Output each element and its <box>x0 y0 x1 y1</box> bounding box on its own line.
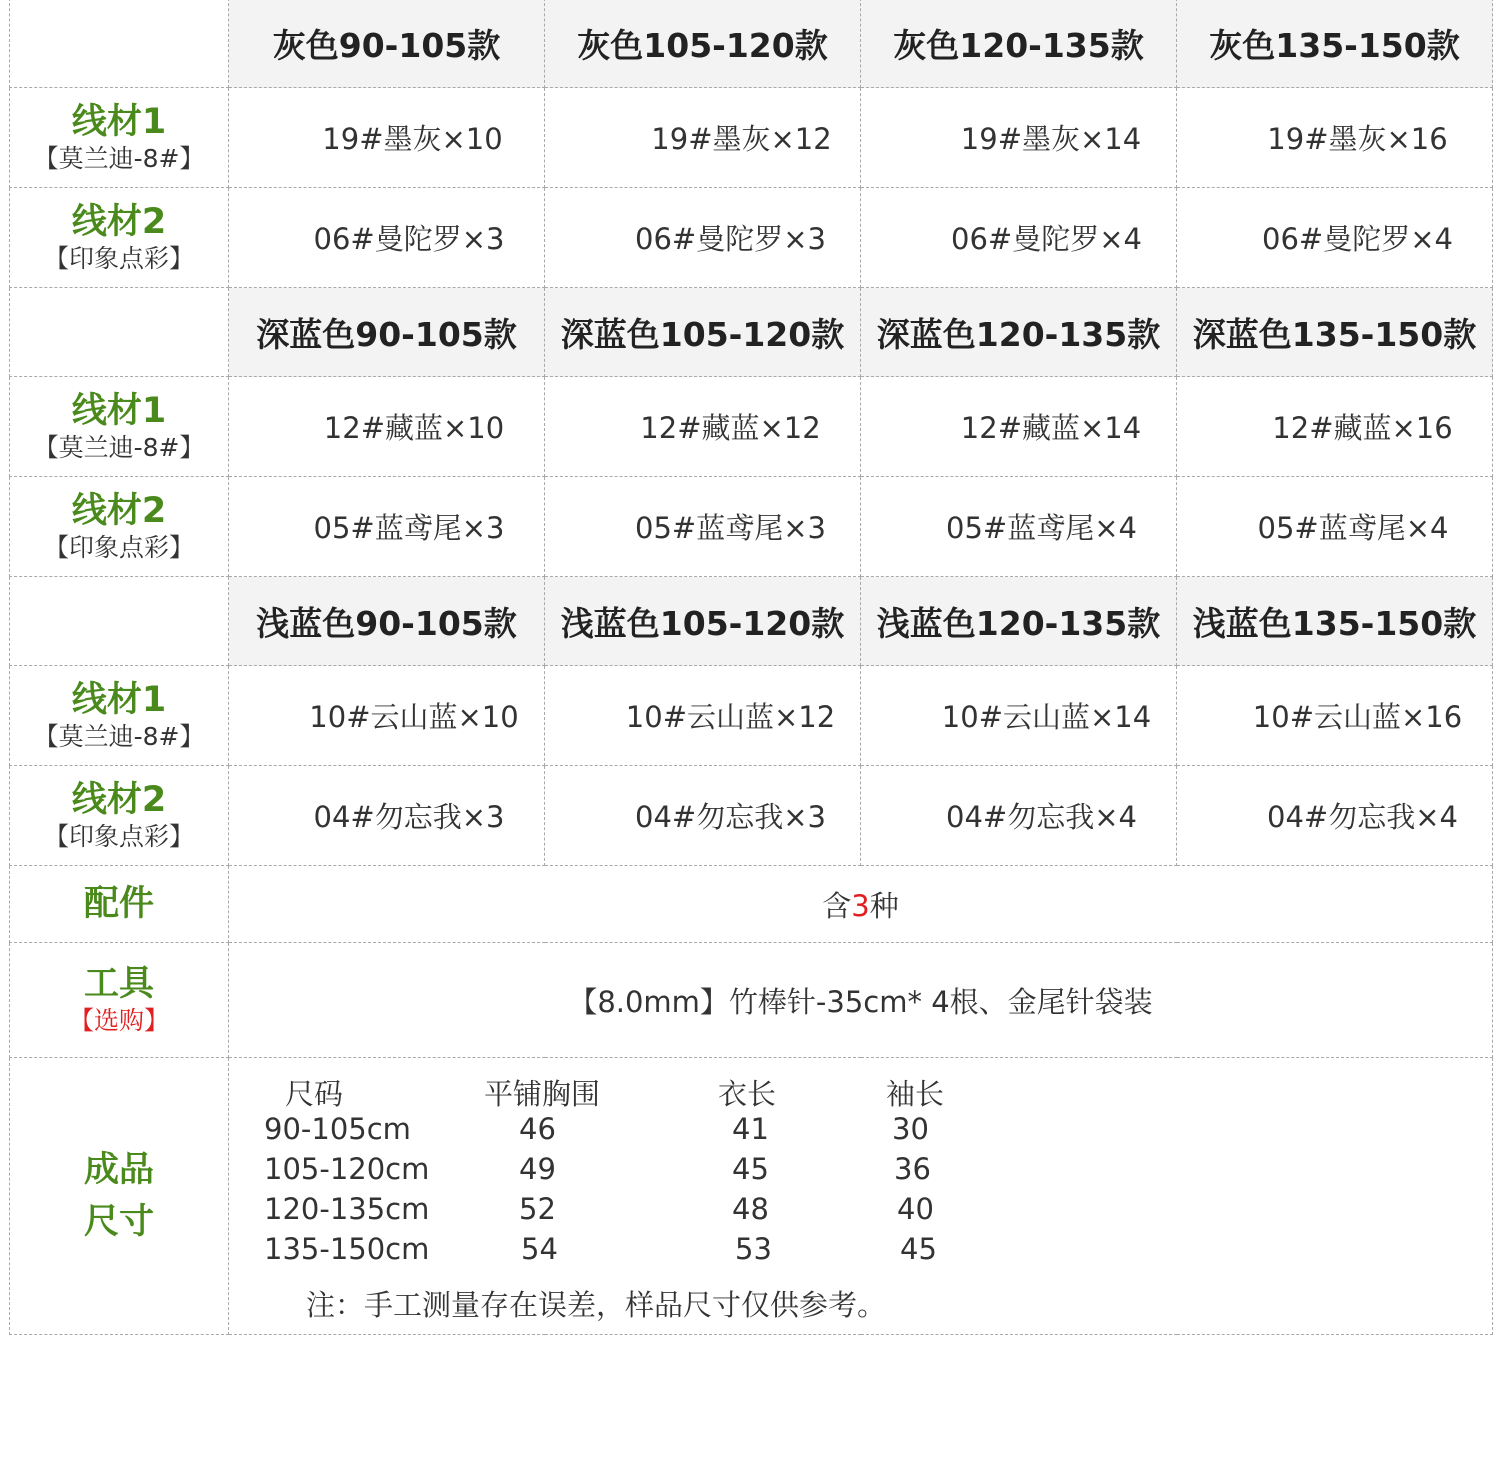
size-chart-value: 36 <box>894 1152 931 1186</box>
size-variant-header: 灰色120-135款 <box>861 0 1177 88</box>
blank-cell <box>10 288 229 377</box>
yarn-row <box>10 766 1493 866</box>
yarn-quantity-cell: 19#墨灰×16 <box>1177 88 1493 188</box>
yarn-quantity-cell: 12#藏蓝×14 <box>861 377 1177 477</box>
size-chart-size: 105-120cm <box>264 1152 430 1186</box>
finished-size-label: 成品 <box>83 1150 154 1190</box>
yarn-quantity-cell: 06#曼陀罗×3 <box>545 188 861 288</box>
yarn-row <box>10 377 1493 477</box>
yarn-label-cell <box>10 666 229 766</box>
yarn-label: 线材1 <box>71 390 167 431</box>
size-variant-header: 浅蓝色90-105款 <box>229 577 545 666</box>
yarn-sublabel: 【莫兰迪-8#】 <box>33 143 205 173</box>
tools-value: 【8.0mm】竹棒针-35cm* 4根、金尾针袋装 <box>229 943 1493 1058</box>
size-chart-header: 袖长 <box>886 1077 945 1111</box>
yarn-quantity-cell: 10#云山蓝×10 <box>229 666 545 766</box>
blank-cell <box>10 577 229 666</box>
yarn-row <box>10 188 1493 288</box>
size-chart-value: 53 <box>735 1232 772 1266</box>
yarn-quantity-cell: 05#蓝鸢尾×4 <box>1177 477 1493 577</box>
size-variant-header: 浅蓝色105-120款 <box>545 577 861 666</box>
yarn-sublabel: 【莫兰迪-8#】 <box>33 432 205 462</box>
size-chart-size: 90-105cm <box>264 1112 411 1146</box>
finished-size-row <box>10 1058 1493 1335</box>
yarn-quantity-cell: 10#云山蓝×14 <box>861 666 1177 766</box>
accessories-label-cell <box>10 866 229 943</box>
accessories-suffix: 种 <box>869 888 899 923</box>
yarn-quantity-cell: 19#墨灰×14 <box>861 88 1177 188</box>
size-variant-header: 浅蓝色120-135款 <box>861 577 1177 666</box>
size-chart-value: 49 <box>519 1152 556 1186</box>
size-variant-header: 深蓝色135-150款 <box>1177 288 1493 377</box>
tools-label-cell <box>10 943 229 1058</box>
yarn-quantity-cell: 12#藏蓝×16 <box>1177 377 1493 477</box>
group-header-row <box>10 288 1493 377</box>
size-variant-header: 灰色90-105款 <box>229 0 545 88</box>
yarn-quantity-cell: 12#藏蓝×10 <box>229 377 545 477</box>
accessories-count: 3 <box>851 888 870 923</box>
finished-size-cell <box>229 1058 1493 1335</box>
material-table <box>9 0 1493 1335</box>
accessories-row <box>10 866 1493 943</box>
yarn-row <box>10 666 1493 766</box>
yarn-quantity-cell: 12#藏蓝×12 <box>545 377 861 477</box>
yarn-label-cell <box>10 766 229 866</box>
blank-cell <box>10 0 229 88</box>
accessories-value <box>229 866 1493 943</box>
size-chart-value: 54 <box>521 1232 558 1266</box>
yarn-label: 线材1 <box>71 101 167 142</box>
yarn-quantity-cell: 05#蓝鸢尾×3 <box>545 477 861 577</box>
group-header-row <box>10 577 1493 666</box>
yarn-row <box>10 88 1493 188</box>
yarn-quantity-cell: 10#云山蓝×12 <box>545 666 861 766</box>
size-chart-value: 46 <box>519 1112 556 1146</box>
tools-sublabel: 【选购】 <box>68 1006 169 1035</box>
size-variant-header: 深蓝色120-135款 <box>861 288 1177 377</box>
yarn-quantity-cell: 19#墨灰×12 <box>545 88 861 188</box>
size-chart <box>229 1058 1489 1334</box>
yarn-quantity-cell: 06#曼陀罗×4 <box>1177 188 1493 288</box>
yarn-label-cell <box>10 477 229 577</box>
yarn-sublabel: 【印象点彩】 <box>43 821 194 851</box>
size-variant-header: 深蓝色90-105款 <box>229 288 545 377</box>
yarn-label-cell <box>10 88 229 188</box>
size-chart-header: 衣长 <box>718 1077 777 1111</box>
finished-size-label: 尺寸 <box>83 1202 154 1242</box>
size-chart-header: 平铺胸围 <box>484 1077 601 1111</box>
accessories-prefix: 含 <box>822 888 852 923</box>
tools-label: 工具 <box>83 964 154 1004</box>
yarn-sublabel: 【莫兰迪-8#】 <box>33 721 205 751</box>
yarn-label: 线材2 <box>71 201 167 242</box>
yarn-sublabel: 【印象点彩】 <box>43 243 194 273</box>
yarn-label: 线材1 <box>71 679 167 720</box>
yarn-row <box>10 477 1493 577</box>
size-variant-header: 深蓝色105-120款 <box>545 288 861 377</box>
size-chart-value: 45 <box>900 1232 937 1266</box>
yarn-label: 线材2 <box>71 490 167 531</box>
size-chart-header: 尺码 <box>285 1077 344 1111</box>
size-variant-header: 灰色135-150款 <box>1177 0 1493 88</box>
size-chart-size: 135-150cm <box>264 1232 430 1266</box>
size-chart-value: 30 <box>892 1112 929 1146</box>
measurement-note: 注：手工测量存在误差，样品尺寸仅供参考。 <box>306 1288 887 1322</box>
yarn-label-cell <box>10 188 229 288</box>
size-chart-value: 52 <box>519 1192 556 1226</box>
group-header-row <box>10 0 1493 88</box>
yarn-quantity-cell: 04#勿忘我×3 <box>229 766 545 866</box>
size-variant-header: 灰色105-120款 <box>545 0 861 88</box>
size-chart-size: 120-135cm <box>264 1192 430 1226</box>
size-chart-value: 41 <box>732 1112 769 1146</box>
finished-size-label-cell <box>10 1058 229 1335</box>
yarn-quantity-cell: 04#勿忘我×3 <box>545 766 861 866</box>
yarn-quantity-cell: 19#墨灰×10 <box>229 88 545 188</box>
accessories-label: 配件 <box>83 884 154 924</box>
yarn-quantity-cell: 10#云山蓝×16 <box>1177 666 1493 766</box>
size-variant-header: 浅蓝色135-150款 <box>1177 577 1493 666</box>
yarn-quantity-cell: 05#蓝鸢尾×3 <box>229 477 545 577</box>
yarn-quantity-cell: 06#曼陀罗×3 <box>229 188 545 288</box>
yarn-label-cell <box>10 377 229 477</box>
yarn-quantity-cell: 06#曼陀罗×4 <box>861 188 1177 288</box>
yarn-sublabel: 【印象点彩】 <box>43 532 194 562</box>
size-chart-value: 40 <box>897 1192 934 1226</box>
yarn-quantity-cell: 05#蓝鸢尾×4 <box>861 477 1177 577</box>
yarn-quantity-cell: 04#勿忘我×4 <box>861 766 1177 866</box>
size-chart-value: 48 <box>732 1192 769 1226</box>
size-chart-value: 45 <box>732 1152 769 1186</box>
yarn-label: 线材2 <box>71 779 167 820</box>
yarn-quantity-cell: 04#勿忘我×4 <box>1177 766 1493 866</box>
tools-row <box>10 943 1493 1058</box>
